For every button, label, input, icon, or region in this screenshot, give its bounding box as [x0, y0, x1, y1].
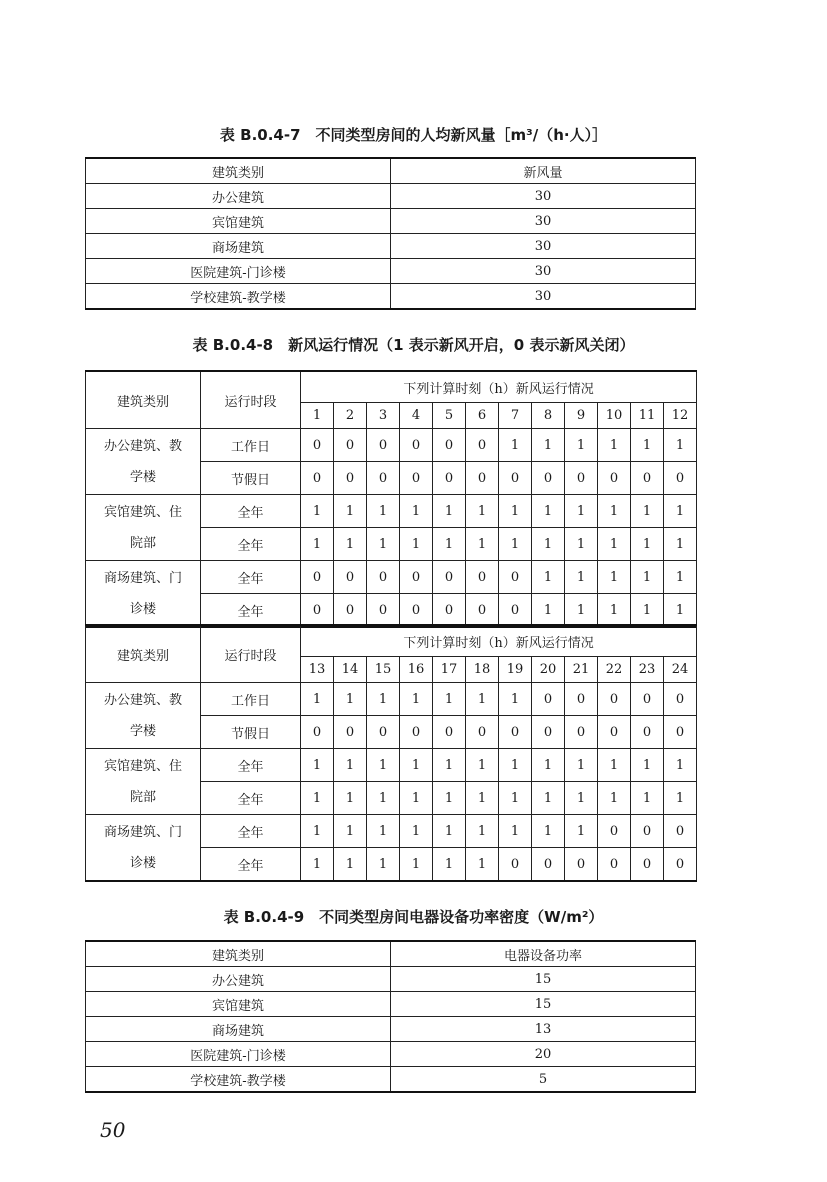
status-cell: 1 — [499, 429, 532, 462]
status-cell: 1 — [664, 495, 697, 528]
status-cell: 1 — [433, 749, 466, 782]
status-cell: 1 — [334, 495, 367, 528]
status-cell: 0 — [664, 716, 697, 749]
table-8-title: 表 B.0.4-8 新风运行情况（1 表示新风开启，0 表示新风关闭） — [192, 336, 635, 354]
status-cell: 0 — [367, 462, 400, 495]
status-cell: 1 — [664, 594, 697, 628]
category-cell: 办公建筑、教学楼 — [86, 683, 201, 749]
status-cell: 1 — [334, 815, 367, 848]
status-cell: 1 — [664, 749, 697, 782]
status-cell: 1 — [301, 782, 334, 815]
status-cell: 1 — [466, 495, 499, 528]
status-cell: 0 — [301, 716, 334, 749]
hour-header: 11 — [631, 403, 664, 429]
value-cell: 13 — [391, 1017, 696, 1042]
table-row — [86, 209, 696, 234]
category-cell: 商场建筑、门诊楼 — [86, 815, 201, 882]
status-cell: 0 — [532, 848, 565, 882]
status-cell: 1 — [499, 528, 532, 561]
category-cell: 学校建筑-教学楼 — [86, 1067, 391, 1093]
period-cell: 全年 — [201, 528, 301, 561]
value-cell: 30 — [391, 284, 696, 310]
status-cell: 0 — [400, 462, 433, 495]
value-cell: 20 — [391, 1042, 696, 1067]
status-cell: 1 — [631, 528, 664, 561]
column-header-hours: 下列计算时刻（h）新风运行情况 — [301, 371, 697, 403]
hour-header: 6 — [466, 403, 499, 429]
hour-header: 16 — [400, 657, 433, 683]
status-cell: 0 — [334, 716, 367, 749]
hour-header: 21 — [565, 657, 598, 683]
status-cell: 1 — [400, 815, 433, 848]
status-cell: 1 — [400, 683, 433, 716]
value-cell: 15 — [391, 992, 696, 1017]
status-cell: 1 — [400, 848, 433, 882]
status-cell: 1 — [301, 528, 334, 561]
table-row — [86, 1017, 696, 1042]
status-cell: 1 — [400, 782, 433, 815]
status-cell: 1 — [532, 495, 565, 528]
value-cell: 5 — [391, 1067, 696, 1093]
category-cell: 商场建筑、门诊楼 — [86, 561, 201, 628]
status-cell: 1 — [466, 782, 499, 815]
status-cell: 0 — [565, 683, 598, 716]
category-cell: 医院建筑-门诊楼 — [86, 1042, 391, 1067]
status-cell: 0 — [400, 561, 433, 594]
hour-header: 12 — [664, 403, 697, 429]
status-cell: 0 — [466, 462, 499, 495]
status-cell: 0 — [565, 462, 598, 495]
status-cell: 1 — [631, 594, 664, 628]
status-cell: 0 — [631, 848, 664, 882]
header-row — [86, 625, 697, 657]
status-cell: 0 — [664, 462, 697, 495]
table-row — [86, 234, 696, 259]
status-cell: 1 — [565, 749, 598, 782]
status-cell: 0 — [433, 561, 466, 594]
value-cell: 30 — [391, 184, 696, 209]
status-cell: 1 — [598, 749, 631, 782]
status-cell: 1 — [532, 594, 565, 628]
status-cell: 1 — [631, 495, 664, 528]
status-cell: 0 — [598, 716, 631, 749]
status-cell: 0 — [301, 594, 334, 628]
status-cell: 0 — [532, 462, 565, 495]
equipment-power-density-table — [85, 940, 696, 1093]
status-cell: 0 — [367, 594, 400, 628]
period-cell: 节假日 — [201, 462, 301, 495]
header-row — [86, 371, 697, 403]
status-cell: 1 — [565, 594, 598, 628]
status-cell: 1 — [367, 749, 400, 782]
fresh-air-volume-table — [85, 157, 696, 310]
status-cell: 1 — [565, 815, 598, 848]
status-cell: 1 — [565, 528, 598, 561]
status-cell: 1 — [334, 848, 367, 882]
hour-header: 10 — [598, 403, 631, 429]
status-cell: 1 — [598, 782, 631, 815]
table-row — [86, 284, 696, 310]
status-cell: 0 — [301, 561, 334, 594]
status-cell: 0 — [433, 429, 466, 462]
table-row — [86, 749, 697, 782]
status-cell: 1 — [499, 749, 532, 782]
period-cell: 节假日 — [201, 716, 301, 749]
table-row — [86, 967, 696, 992]
status-cell: 1 — [598, 429, 631, 462]
status-cell: 1 — [400, 528, 433, 561]
hour-header: 19 — [499, 657, 532, 683]
hour-header: 17 — [433, 657, 466, 683]
period-cell: 全年 — [201, 594, 301, 628]
category-cell: 宾馆建筑、住院部 — [86, 495, 201, 561]
period-cell: 全年 — [201, 561, 301, 594]
table-7-title: 表 B.0.4-7 不同类型房间的人均新风量［m³/（h·人）］ — [219, 126, 608, 144]
status-cell: 0 — [631, 462, 664, 495]
hour-header: 4 — [400, 403, 433, 429]
status-cell: 0 — [466, 561, 499, 594]
column-header: 新风量 — [391, 158, 696, 184]
column-header: 建筑类别 — [86, 158, 391, 184]
status-cell: 0 — [400, 429, 433, 462]
hour-header: 3 — [367, 403, 400, 429]
column-header: 建筑类别 — [86, 941, 391, 967]
status-cell: 1 — [499, 782, 532, 815]
status-cell: 0 — [664, 683, 697, 716]
hour-header: 15 — [367, 657, 400, 683]
status-cell: 1 — [598, 594, 631, 628]
column-header-category: 建筑类别 — [86, 371, 201, 429]
table-row — [86, 561, 697, 594]
status-cell: 0 — [631, 716, 664, 749]
status-cell: 1 — [565, 561, 598, 594]
page-number: 50 — [100, 1118, 126, 1142]
table-row — [86, 1067, 696, 1093]
hour-header: 9 — [565, 403, 598, 429]
column-header-period: 运行时段 — [201, 371, 301, 429]
status-cell: 1 — [433, 815, 466, 848]
category-cell: 商场建筑 — [86, 234, 391, 259]
status-cell: 0 — [532, 716, 565, 749]
hour-header: 1 — [301, 403, 334, 429]
status-cell: 1 — [499, 815, 532, 848]
table-row — [86, 815, 697, 848]
status-cell: 1 — [466, 749, 499, 782]
status-cell: 0 — [400, 716, 433, 749]
column-header-category: 建筑类别 — [86, 625, 201, 683]
period-cell: 全年 — [201, 815, 301, 848]
table-row — [86, 184, 696, 209]
status-cell: 0 — [433, 594, 466, 628]
period-cell: 全年 — [201, 782, 301, 815]
status-cell: 1 — [334, 528, 367, 561]
status-cell: 1 — [334, 683, 367, 716]
status-cell: 1 — [433, 495, 466, 528]
status-cell: 0 — [598, 462, 631, 495]
status-cell: 0 — [565, 716, 598, 749]
status-cell: 1 — [367, 495, 400, 528]
status-cell: 0 — [532, 683, 565, 716]
value-cell: 30 — [391, 234, 696, 259]
status-cell: 1 — [532, 561, 565, 594]
status-cell: 0 — [598, 815, 631, 848]
status-cell: 1 — [466, 528, 499, 561]
hour-header: 22 — [598, 657, 631, 683]
status-cell: 1 — [532, 429, 565, 462]
period-cell: 工作日 — [201, 683, 301, 716]
hour-header: 13 — [301, 657, 334, 683]
category-cell: 办公建筑 — [86, 967, 391, 992]
status-cell: 0 — [334, 429, 367, 462]
status-cell: 1 — [466, 683, 499, 716]
status-cell: 1 — [598, 495, 631, 528]
status-cell: 1 — [565, 495, 598, 528]
status-cell: 1 — [301, 495, 334, 528]
status-cell: 0 — [499, 594, 532, 628]
status-cell: 0 — [631, 815, 664, 848]
fresh-air-schedule-table-hours-13-24 — [85, 624, 697, 882]
header-row — [86, 158, 696, 184]
hour-header: 2 — [334, 403, 367, 429]
status-cell: 0 — [598, 683, 631, 716]
column-header-period: 运行时段 — [201, 625, 301, 683]
status-cell: 1 — [532, 815, 565, 848]
hour-header: 14 — [334, 657, 367, 683]
status-cell: 0 — [367, 561, 400, 594]
hour-header: 20 — [532, 657, 565, 683]
status-cell: 1 — [301, 683, 334, 716]
status-cell: 1 — [499, 495, 532, 528]
category-cell: 宾馆建筑、住院部 — [86, 749, 201, 815]
status-cell: 1 — [631, 561, 664, 594]
status-cell: 1 — [631, 782, 664, 815]
status-cell: 0 — [334, 561, 367, 594]
status-cell: 1 — [433, 848, 466, 882]
status-cell: 1 — [367, 815, 400, 848]
status-cell: 0 — [433, 716, 466, 749]
status-cell: 1 — [565, 782, 598, 815]
category-cell: 医院建筑-门诊楼 — [86, 259, 391, 284]
status-cell: 0 — [400, 594, 433, 628]
hour-header: 5 — [433, 403, 466, 429]
category-cell: 商场建筑 — [86, 1017, 391, 1042]
status-cell: 0 — [499, 716, 532, 749]
category-cell: 宾馆建筑 — [86, 209, 391, 234]
status-cell: 1 — [367, 528, 400, 561]
hour-header: 7 — [499, 403, 532, 429]
status-cell: 0 — [565, 848, 598, 882]
table-row — [86, 1042, 696, 1067]
status-cell: 1 — [466, 848, 499, 882]
period-cell: 全年 — [201, 848, 301, 882]
table-row — [86, 992, 696, 1017]
status-cell: 0 — [433, 462, 466, 495]
status-cell: 1 — [664, 561, 697, 594]
status-cell: 0 — [301, 462, 334, 495]
status-cell: 1 — [301, 749, 334, 782]
hour-header: 18 — [466, 657, 499, 683]
hour-header: 24 — [664, 657, 697, 683]
value-cell: 30 — [391, 209, 696, 234]
value-cell: 30 — [391, 259, 696, 284]
status-cell: 1 — [664, 782, 697, 815]
status-cell: 1 — [301, 815, 334, 848]
table-row — [86, 429, 697, 462]
status-cell: 0 — [499, 462, 532, 495]
status-cell: 0 — [301, 429, 334, 462]
category-cell: 办公建筑 — [86, 184, 391, 209]
status-cell: 1 — [598, 561, 631, 594]
status-cell: 1 — [565, 429, 598, 462]
status-cell: 1 — [334, 782, 367, 815]
status-cell: 0 — [367, 429, 400, 462]
status-cell: 0 — [664, 848, 697, 882]
status-cell: 1 — [433, 528, 466, 561]
table-row — [86, 683, 697, 716]
status-cell: 0 — [466, 716, 499, 749]
table-row — [86, 259, 696, 284]
status-cell: 0 — [664, 815, 697, 848]
status-cell: 0 — [631, 683, 664, 716]
status-cell: 0 — [598, 848, 631, 882]
header-row — [86, 941, 696, 967]
column-header-hours: 下列计算时刻（h）新风运行情况 — [301, 625, 697, 657]
period-cell: 全年 — [201, 495, 301, 528]
status-cell: 1 — [532, 749, 565, 782]
status-cell: 0 — [466, 594, 499, 628]
hour-header: 8 — [532, 403, 565, 429]
hour-header: 23 — [631, 657, 664, 683]
status-cell: 1 — [466, 815, 499, 848]
column-header: 电器设备功率 — [391, 941, 696, 967]
status-cell: 0 — [334, 594, 367, 628]
status-cell: 1 — [664, 429, 697, 462]
period-cell: 工作日 — [201, 429, 301, 462]
category-cell: 学校建筑-教学楼 — [86, 284, 391, 310]
status-cell: 1 — [598, 528, 631, 561]
status-cell: 1 — [400, 749, 433, 782]
status-cell: 1 — [400, 495, 433, 528]
status-cell: 1 — [367, 848, 400, 882]
category-cell: 宾馆建筑 — [86, 992, 391, 1017]
status-cell: 1 — [631, 749, 664, 782]
period-cell: 全年 — [201, 749, 301, 782]
status-cell: 1 — [532, 528, 565, 561]
status-cell: 1 — [532, 782, 565, 815]
status-cell: 0 — [334, 462, 367, 495]
fresh-air-schedule-table-hours-1-12 — [85, 370, 697, 628]
status-cell: 1 — [433, 782, 466, 815]
status-cell: 0 — [499, 561, 532, 594]
status-cell: 1 — [433, 683, 466, 716]
status-cell: 0 — [466, 429, 499, 462]
status-cell: 1 — [631, 429, 664, 462]
status-cell: 0 — [499, 848, 532, 882]
table-row — [86, 495, 697, 528]
value-cell: 15 — [391, 967, 696, 992]
status-cell: 1 — [334, 749, 367, 782]
table-9-title: 表 B.0.4-9 不同类型房间电器设备功率密度（W/m²） — [223, 908, 604, 926]
status-cell: 0 — [367, 716, 400, 749]
status-cell: 1 — [499, 683, 532, 716]
status-cell: 1 — [664, 528, 697, 561]
status-cell: 1 — [367, 782, 400, 815]
category-cell: 办公建筑、教学楼 — [86, 429, 201, 495]
status-cell: 1 — [301, 848, 334, 882]
status-cell: 1 — [367, 683, 400, 716]
